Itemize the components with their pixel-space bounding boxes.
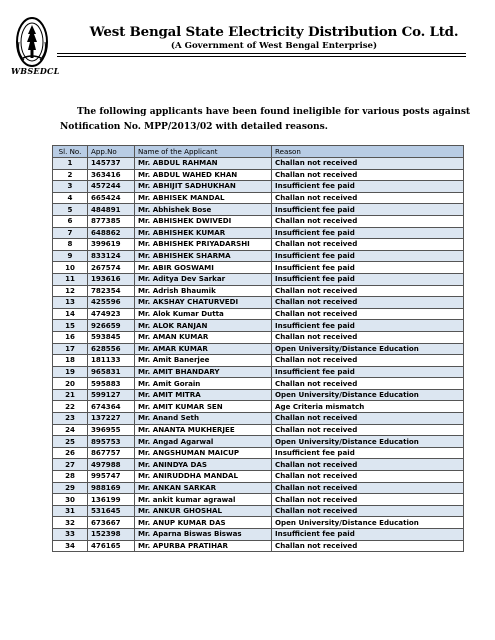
table-row: [53, 529, 464, 541]
cell-sl-no: 8: [53, 239, 88, 251]
cell-sl-no: 32: [53, 517, 88, 529]
cell-app-no: 895753: [88, 436, 135, 448]
cell-applicant-name: Mr. AMAN KUMAR: [135, 331, 272, 343]
table-row: [53, 320, 464, 332]
table-row: [53, 436, 464, 448]
cell-applicant-name: Mr. ABDUL WAHED KHAN: [135, 169, 272, 181]
cell-reason: Open University/Distance Education: [272, 517, 464, 529]
cell-reason: Age Criteria mismatch: [272, 401, 464, 413]
cell-applicant-name: Mr. ANINDYA DAS: [135, 459, 272, 471]
cell-reason: Insufficient fee paid: [272, 447, 464, 459]
cell-reason: Challan not received: [272, 308, 464, 320]
cell-applicant-name: Mr. ANGSHUMAN MAICUP: [135, 447, 272, 459]
cell-app-no: 181133: [88, 355, 135, 367]
cell-applicant-name: Mr. ANIRUDDHA MANDAL: [135, 471, 272, 483]
cell-reason: Challan not received: [272, 424, 464, 436]
cell-app-no: 152398: [88, 529, 135, 541]
cell-reason: Challan not received: [272, 482, 464, 494]
table-row: [53, 308, 464, 320]
cell-app-no: 145737: [88, 158, 135, 170]
cell-reason: Challan not received: [272, 192, 464, 204]
cell-sl-no: 1: [53, 158, 88, 170]
cell-reason: Insufficient fee paid: [272, 227, 464, 239]
cell-app-no: 593845: [88, 331, 135, 343]
table-row: [53, 494, 464, 506]
header-rule-thin: [57, 56, 466, 57]
table-row: [53, 262, 464, 274]
cell-app-no: 867757: [88, 447, 135, 459]
cell-applicant-name: Mr. Amit Gorain: [135, 378, 272, 390]
cell-reason: Challan not received: [272, 505, 464, 517]
table-row: [53, 331, 464, 343]
table-row: [53, 239, 464, 251]
cell-applicant-name: Mr. ANKUR GHOSHAL: [135, 505, 272, 517]
cell-applicant-name: Mr. ABHIJIT SADHUKHAN: [135, 181, 272, 193]
header-app-no: App.No: [88, 146, 135, 158]
table-row: [53, 413, 464, 425]
table-row: [53, 297, 464, 309]
cell-applicant-name: Mr. AMIT KUMAR SEN: [135, 401, 272, 413]
cell-reason: Challan not received: [272, 297, 464, 309]
table-row: [53, 505, 464, 517]
cell-applicant-name: Mr. Abhishek Bose: [135, 204, 272, 216]
cell-app-no: 995747: [88, 471, 135, 483]
cell-app-no: 833124: [88, 250, 135, 262]
cell-app-no: 363416: [88, 169, 135, 181]
cell-applicant-name: Mr. AMIT BHANDARY: [135, 366, 272, 378]
cell-reason: Challan not received: [272, 494, 464, 506]
cell-app-no: 877385: [88, 215, 135, 227]
cell-applicant-name: Mr. Aparna Biswas Biswas: [135, 529, 272, 541]
cell-sl-no: 17: [53, 343, 88, 355]
cell-sl-no: 5: [53, 204, 88, 216]
cell-applicant-name: Mr. ABHISHEK PRIYADARSHI: [135, 239, 272, 251]
cell-reason: Insufficient fee paid: [272, 320, 464, 332]
cell-reason: Open University/Distance Education: [272, 389, 464, 401]
table-row: [53, 366, 464, 378]
cell-app-no: 628556: [88, 343, 135, 355]
cell-app-no: 782354: [88, 285, 135, 297]
cell-sl-no: 9: [53, 250, 88, 262]
cell-applicant-name: Mr. AMIT MITRA: [135, 389, 272, 401]
cell-reason: Insufficient fee paid: [272, 273, 464, 285]
cell-sl-no: 14: [53, 308, 88, 320]
table-row: [53, 192, 464, 204]
cell-applicant-name: Mr. Alok Kumar Dutta: [135, 308, 272, 320]
cell-sl-no: 2: [53, 169, 88, 181]
cell-applicant-name: Mr. Anand Seth: [135, 413, 272, 425]
cell-sl-no: 33: [53, 529, 88, 541]
cell-app-no: 476165: [88, 540, 135, 552]
cell-sl-no: 12: [53, 285, 88, 297]
cell-sl-no: 10: [53, 262, 88, 274]
header-applicant-name: Name of the Applicant: [135, 146, 272, 158]
table-row: [53, 204, 464, 216]
cell-sl-no: 30: [53, 494, 88, 506]
cell-reason: Challan not received: [272, 285, 464, 297]
organization-subtitle: (A Government of West Bengal Enterprise): [170, 41, 378, 51]
cell-reason: Challan not received: [272, 413, 464, 425]
cell-sl-no: 25: [53, 436, 88, 448]
table-row: [53, 343, 464, 355]
cell-reason: Challan not received: [272, 215, 464, 227]
table-row: [53, 285, 464, 297]
cell-reason: Challan not received: [272, 331, 464, 343]
cell-app-no: 396955: [88, 424, 135, 436]
cell-sl-no: 22: [53, 401, 88, 413]
table-row: [53, 401, 464, 413]
cell-app-no: 674364: [88, 401, 135, 413]
cell-app-no: 193616: [88, 273, 135, 285]
cell-app-no: 531645: [88, 505, 135, 517]
table-row: [53, 459, 464, 471]
cell-sl-no: 27: [53, 459, 88, 471]
cell-reason: Insufficient fee paid: [272, 250, 464, 262]
cell-sl-no: 23: [53, 413, 88, 425]
cell-applicant-name: Mr. ABHISEK MANDAL: [135, 192, 272, 204]
cell-applicant-name: Mr. Angad Agarwal: [135, 436, 272, 448]
cell-reason: Challan not received: [272, 355, 464, 367]
table-row: [53, 482, 464, 494]
table-row: [53, 169, 464, 181]
cell-app-no: 673667: [88, 517, 135, 529]
cell-app-no: 988169: [88, 482, 135, 494]
cell-sl-no: 16: [53, 331, 88, 343]
intro-line-1: The following applicants have been found ineligible for various posts against: [77, 106, 471, 117]
cell-app-no: 267574: [88, 262, 135, 274]
table-row: [53, 471, 464, 483]
cell-sl-no: 6: [53, 215, 88, 227]
cell-sl-no: 21: [53, 389, 88, 401]
table-row: [53, 447, 464, 459]
ineligible-applicants-table: [52, 145, 464, 552]
table-row: [53, 389, 464, 401]
table-row: [53, 273, 464, 285]
cell-app-no: 457244: [88, 181, 135, 193]
cell-sl-no: 34: [53, 540, 88, 552]
cell-app-no: 648862: [88, 227, 135, 239]
cell-app-no: 474923: [88, 308, 135, 320]
cell-reason: Challan not received: [272, 378, 464, 390]
cell-applicant-name: Mr. AKSHAY CHATURVEDI: [135, 297, 272, 309]
table-row: [53, 250, 464, 262]
cell-applicant-name: Mr. ABHISHEK DWIVEDI: [135, 215, 272, 227]
cell-applicant-name: Mr. ANKAN SARKAR: [135, 482, 272, 494]
table-row: [53, 158, 464, 170]
cell-app-no: 497988: [88, 459, 135, 471]
table-row: [53, 378, 464, 390]
cell-app-no: 595883: [88, 378, 135, 390]
intro-line-2: Notification No. MPP/2013/02 with detailed reasons.: [60, 120, 328, 132]
cell-reason: Challan not received: [272, 540, 464, 552]
cell-app-no: 926659: [88, 320, 135, 332]
cell-applicant-name: Mr. Aditya Dev Sarkar: [135, 273, 272, 285]
cell-reason: Challan not received: [272, 169, 464, 181]
cell-reason: Challan not received: [272, 471, 464, 483]
cell-sl-no: 20: [53, 378, 88, 390]
cell-applicant-name: Mr. ANANTA MUKHERJEE: [135, 424, 272, 436]
cell-app-no: 484891: [88, 204, 135, 216]
table-row: [53, 227, 464, 239]
cell-app-no: 136199: [88, 494, 135, 506]
cell-applicant-name: Mr. Adrish Bhaumik: [135, 285, 272, 297]
cell-app-no: 425596: [88, 297, 135, 309]
cell-app-no: 665424: [88, 192, 135, 204]
cell-sl-no: 7: [53, 227, 88, 239]
cell-sl-no: 26: [53, 447, 88, 459]
cell-reason: Insufficient fee paid: [272, 529, 464, 541]
header-rule: [57, 53, 466, 54]
cell-sl-no: 24: [53, 424, 88, 436]
cell-reason: Insufficient fee paid: [272, 262, 464, 274]
cell-sl-no: 29: [53, 482, 88, 494]
cell-reason: Insufficient fee paid: [272, 181, 464, 193]
table-body: [53, 158, 464, 552]
cell-applicant-name: Mr. ankit kumar agrawal: [135, 494, 272, 506]
cell-sl-no: 11: [53, 273, 88, 285]
cell-applicant-name: Mr. ABHISHEK KUMAR: [135, 227, 272, 239]
cell-app-no: 399619: [88, 239, 135, 251]
cell-reason: Insufficient fee paid: [272, 204, 464, 216]
header-sl-no: Sl. No.: [53, 146, 88, 158]
cell-sl-no: 28: [53, 471, 88, 483]
cell-reason: Open University/Distance Education: [272, 436, 464, 448]
cell-sl-no: 13: [53, 297, 88, 309]
cell-reason: Challan not received: [272, 239, 464, 251]
cell-app-no: 137227: [88, 413, 135, 425]
cell-app-no: 599127: [88, 389, 135, 401]
cell-app-no: 965831: [88, 366, 135, 378]
cell-sl-no: 15: [53, 320, 88, 332]
cell-sl-no: 4: [53, 192, 88, 204]
table-row: [53, 517, 464, 529]
table-row: [53, 540, 464, 552]
table-row: [53, 424, 464, 436]
cell-applicant-name: Mr. ABDUL RAHMAN: [135, 158, 272, 170]
cell-sl-no: 19: [53, 366, 88, 378]
table-row: [53, 355, 464, 367]
cell-reason: Challan not received: [272, 459, 464, 471]
cell-reason: Open University/Distance Education: [272, 343, 464, 355]
table-header-row: [53, 146, 464, 158]
table-row: [53, 181, 464, 193]
cell-applicant-name: Mr. ALOK RANJAN: [135, 320, 272, 332]
cell-applicant-name: Mr. APURBA PRATIHAR: [135, 540, 272, 552]
cell-reason: Challan not received: [272, 158, 464, 170]
cell-applicant-name: Mr. ABIR GOSWAMI: [135, 262, 272, 274]
cell-sl-no: 18: [53, 355, 88, 367]
cell-sl-no: 31: [53, 505, 88, 517]
organization-title: West Bengal State Electricity Distribution Co. Ltd.: [89, 24, 459, 40]
cell-applicant-name: Mr. Amit Banerjee: [135, 355, 272, 367]
intro-paragraph: [60, 105, 470, 134]
cell-applicant-name: Mr. ANUP KUMAR DAS: [135, 517, 272, 529]
header-reason: Reason: [272, 146, 464, 158]
cell-applicant-name: Mr. AMAR KUMAR: [135, 343, 272, 355]
cell-sl-no: 3: [53, 181, 88, 193]
table-row: [53, 215, 464, 227]
cell-reason: Insufficient fee paid: [272, 366, 464, 378]
logo-wordmark: WBSEDCL: [11, 66, 60, 76]
cell-applicant-name: Mr. ABHISHEK SHARMA: [135, 250, 272, 262]
